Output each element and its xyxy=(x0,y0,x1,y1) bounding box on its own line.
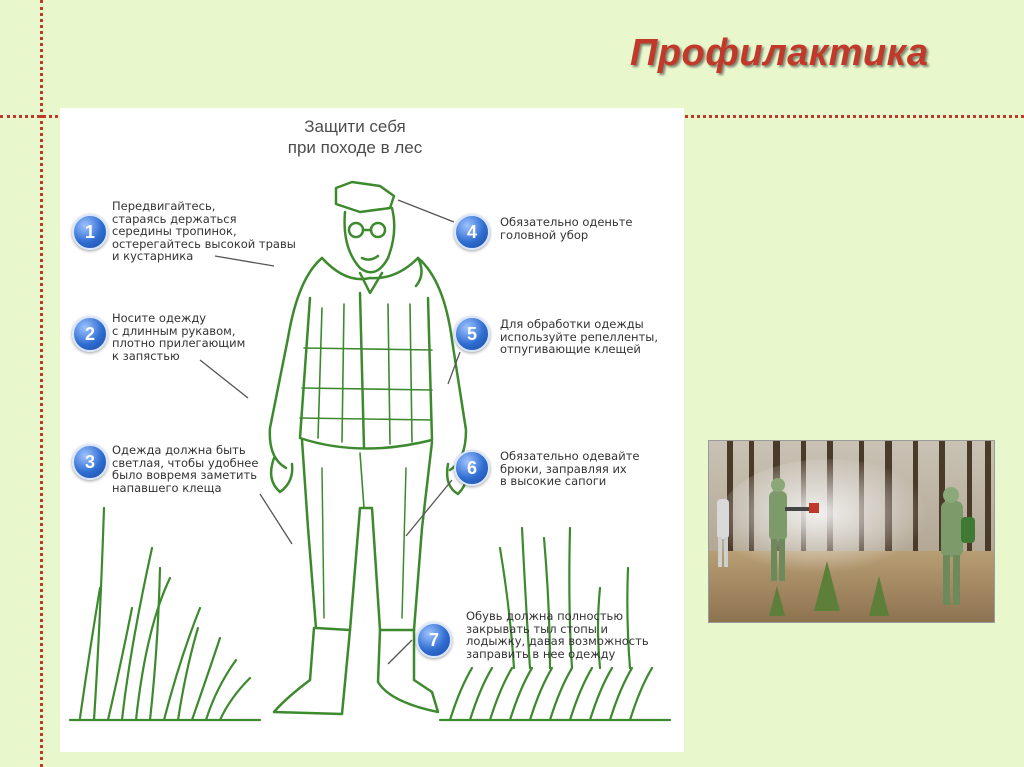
heading-line: при походе в лес xyxy=(287,138,423,157)
tip-6-text: Обязательно одевайте брюки, заправляя их в высокие сапоги xyxy=(500,449,640,488)
grass-left xyxy=(70,508,260,720)
tick-protection-infographic xyxy=(60,108,684,752)
tip-1-badge: 1 xyxy=(72,214,108,250)
tip-7-text: Обувь должна полностью закрывать тыл стопы и лодыжку, давая возможность заправить в нее одежду xyxy=(466,609,649,661)
hiker-right-arm xyxy=(418,258,466,470)
tip-3-text: Одежда должна быть светлая, чтобы удобнее было вовремя заметить напавшего клеща xyxy=(112,443,259,495)
slide-title: Профилактика xyxy=(630,32,929,74)
tip-4-badge: 4 xyxy=(454,214,490,250)
forest-spraying-photo xyxy=(708,440,995,623)
tip-5-text: Для обработки одежды используйте репелленты, отпугивающие клещей xyxy=(500,317,659,356)
tip-2-badge: 2 xyxy=(72,316,108,352)
tip-3-badge: 3 xyxy=(72,444,108,480)
hiker-left-arm xyxy=(270,258,322,468)
tip-7-badge: 7 xyxy=(416,622,452,658)
hiker-head xyxy=(336,182,394,272)
hiker-left-boot xyxy=(274,628,350,714)
tip-5-badge: 5 xyxy=(454,316,490,352)
tip-4-text: Обязательно оденьте головной убор xyxy=(500,215,633,242)
tip-2-text: Носите одежду с длинным рукавом, плотно прилегающим к запястью xyxy=(112,311,246,363)
tip-1-text: Передвигайтесь, стараясь держаться середины тропинок, остерегайтесь высокой травы и кустарника xyxy=(112,199,296,263)
tip-6-badge: 6 xyxy=(454,450,490,486)
heading-line: Защити себя xyxy=(304,117,406,136)
